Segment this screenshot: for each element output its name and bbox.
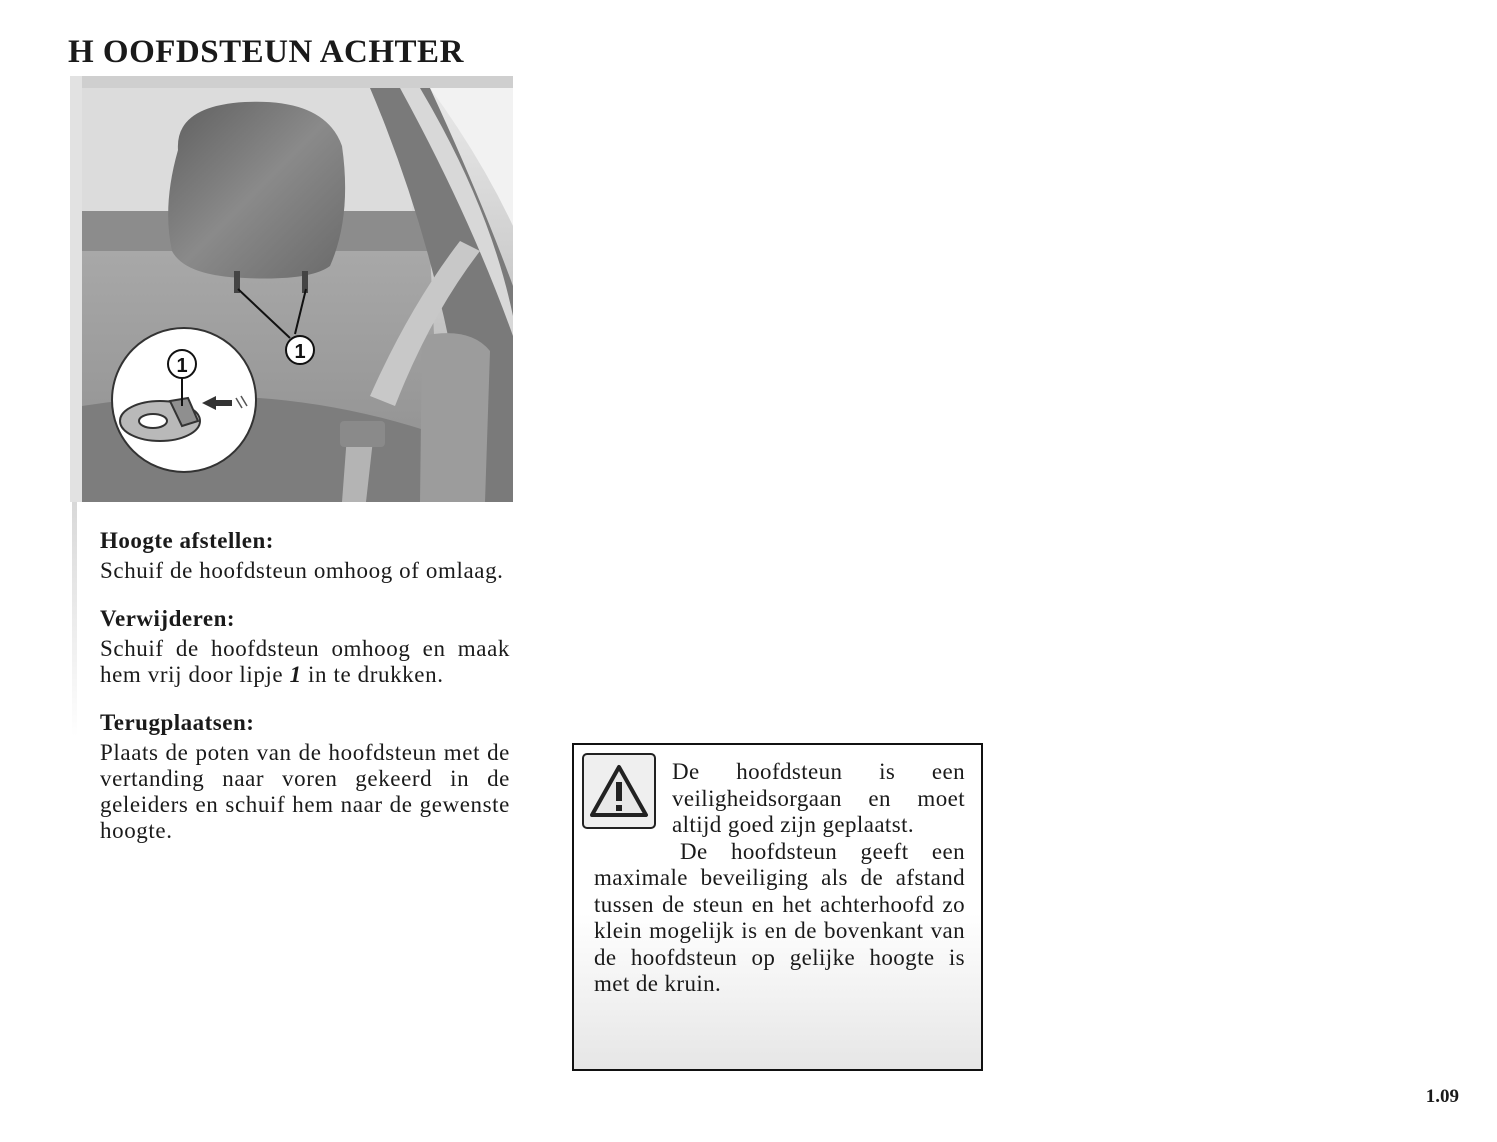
text-part: Schuif de hoofdsteun omhoog en maak hem vrij door lipje [100,636,510,687]
page-title: H OOFDSTEUN ACHTER [68,34,464,70]
section-refit [100,710,510,844]
margin-rule [72,502,77,737]
reference-number: 1 [289,662,302,687]
headrest-illustration [70,76,513,502]
section-remove [100,606,510,688]
section-text [100,636,510,688]
callout-1-inset: 1 [176,355,188,377]
section-text: Plaats de poten van de hoofdsteun met de vertanding naar voren gekeerd in de geleiders en schuif hem naar de gewenste hoogte. [100,740,510,843]
callout-1-main: 1 [294,341,306,363]
section-heading: Hoogte afstellen: [100,528,274,553]
section-height-adjust [100,528,510,584]
section-heading: Terugplaatsen: [100,710,255,735]
instructions-column [100,528,510,866]
section-heading: Verwijderen: [100,606,236,631]
warning-paragraph-1: De hoofdsteun is een veiligheidsorgaan en moet altijd goed zijn geplaatst. [672,759,965,837]
warning-triangle-icon [582,753,656,829]
warning-paragraph-2: De hoofdsteun geeft een maximale beveiliging als de afstand tussen de steun en het achterhoofd zo klein mogelijk is en de bovenkant van de hoofdsteun op gelijke hoogte is met de kruin. [594,838,965,996]
text-part: in te drukken. [301,662,444,687]
page-number: 1.09 [1425,1086,1459,1107]
section-text: Schuif de hoofdsteun omhoog of omlaag. [100,558,504,583]
warning-box [572,743,983,1071]
